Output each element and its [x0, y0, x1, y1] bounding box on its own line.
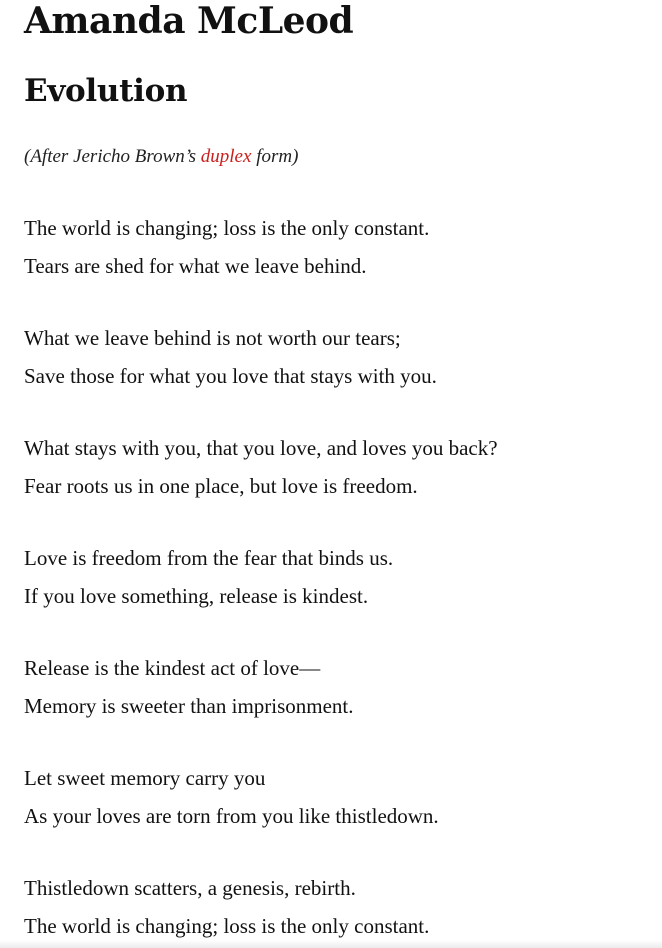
- poem-line: What we leave behind is not worth our tears;: [24, 326, 401, 350]
- poem-line: As your loves are torn from you like thistledown.: [24, 804, 439, 828]
- poem-line: Love is freedom from the fear that binds us.: [24, 546, 394, 570]
- stanza-7: [24, 869, 654, 945]
- poem-line: Fear roots us in one place, but love is freedom.: [24, 474, 418, 498]
- stanza-5: [24, 649, 654, 725]
- poem-line: What stays with you, that you love, and loves you back?: [24, 436, 498, 460]
- poem-line: Tears are shed for what we leave behind.: [24, 254, 367, 278]
- bottom-edge-shadow: [0, 940, 662, 948]
- poem-line: Memory is sweeter than imprisonment.: [24, 694, 354, 718]
- poem-line: Release is the kindest act of love—: [24, 656, 321, 680]
- duplex-link[interactable]: duplex: [200, 146, 252, 167]
- poem-line: Let sweet memory carry you: [24, 766, 266, 790]
- stanza-3: [24, 429, 654, 505]
- poem-line: Thistledown scatters, a genesis, rebirth.: [24, 876, 356, 900]
- poem-line: The world is changing; loss is the only constant.: [24, 216, 430, 240]
- stanza-1: [24, 209, 654, 285]
- poem-line: Save those for what you love that stays with you.: [24, 364, 437, 388]
- stanza-4: [24, 539, 654, 615]
- stanza-2: [24, 319, 654, 395]
- stanza-6: [24, 759, 654, 835]
- epigraph-suffix: form): [251, 146, 299, 167]
- poem-line: If you love something, release is kindest.: [24, 584, 369, 608]
- poem-body: [24, 209, 654, 948]
- poem-title: Evolution: [24, 73, 188, 109]
- epigraph-prefix: (After Jericho Brown’s: [24, 146, 201, 167]
- author-name: Amanda McLeod: [24, 0, 354, 42]
- poem-epigraph: [24, 145, 298, 169]
- poem-line: The world is changing; loss is the only constant.: [24, 914, 430, 938]
